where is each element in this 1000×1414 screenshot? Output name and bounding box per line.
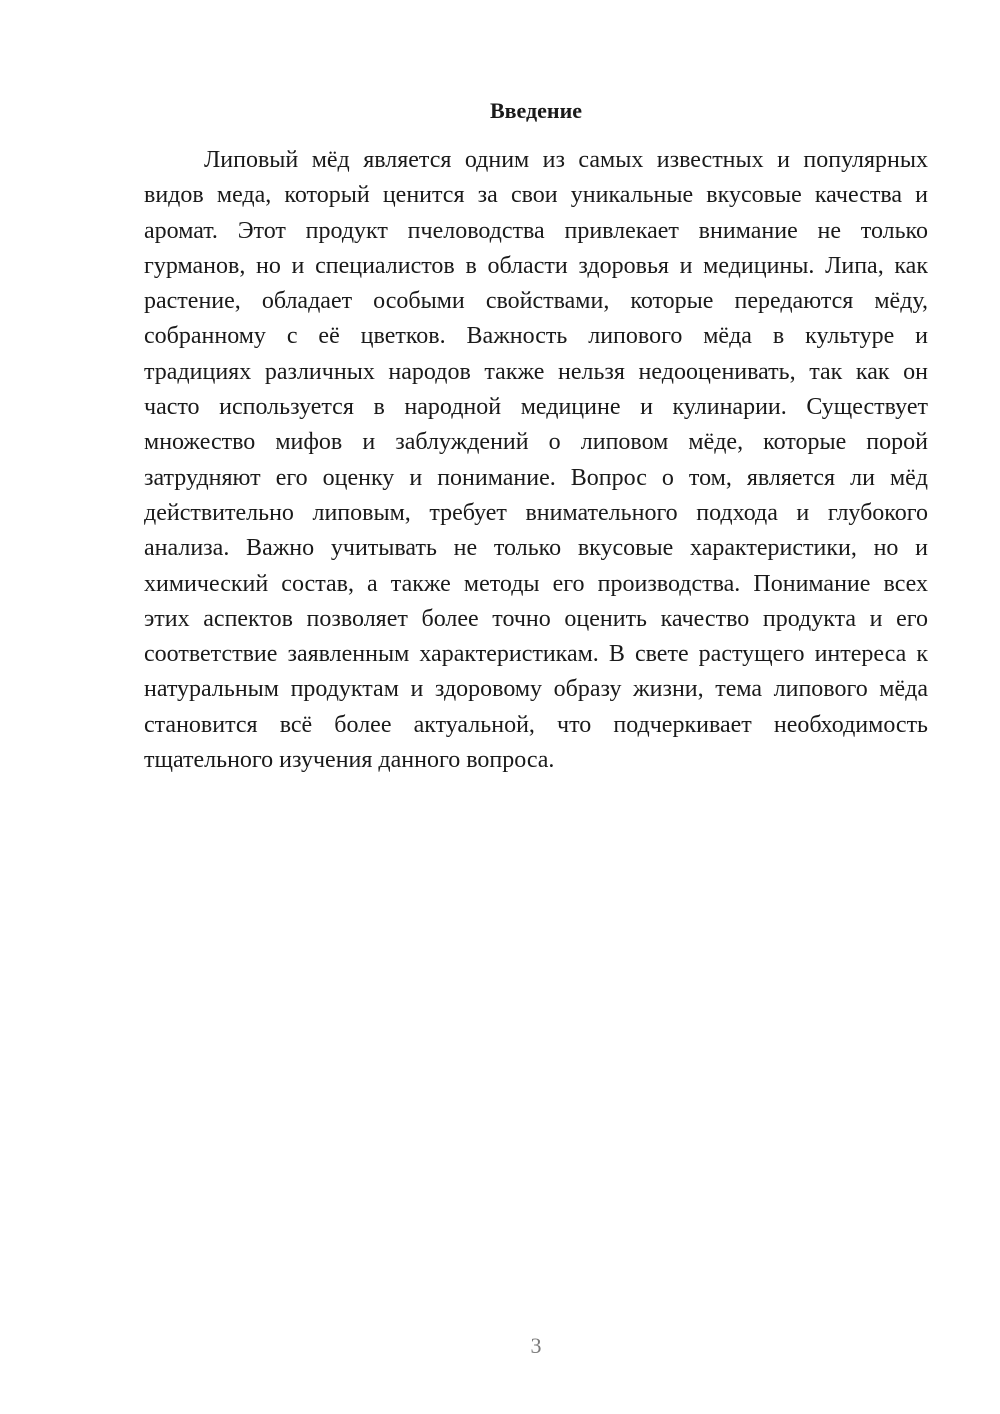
paragraph-line: традициях различных народов также нельзя недооценивать, так как он — [144, 358, 928, 385]
page-number: 3 — [530, 1333, 542, 1358]
paragraph-line: видов меда, который ценится за свои уникальные вкусовые качества и — [144, 182, 928, 209]
paragraph-line: растение, обладает особыми свойствами, которые передаются мёду, — [144, 288, 928, 315]
paragraph-line: множество мифов и заблуждений о липовом мёде, которые порой — [144, 429, 928, 456]
paragraph-line: этих аспектов позволяет более точно оценить качество продукта и его — [144, 605, 928, 632]
paragraph-line: затрудняют его оценку и понимание. Вопрос о том, является ли мёд — [144, 464, 928, 491]
paragraph-line: собранному с её цветков. Важность липового мёда в культуре и — [144, 323, 928, 350]
paragraph-line: соответствие заявленным характеристикам. В свете растущего интереса к — [144, 641, 928, 668]
paragraph-line: часто используется в народной медицине и кулинарии. Существует — [144, 394, 928, 421]
paragraph-line: химический состав, а также методы его производства. Понимание всех — [144, 570, 928, 597]
paragraph-line: Липовый мёд является одним из самых известных и популярных — [204, 147, 928, 173]
paragraph-line: тщательного изучения данного вопроса. — [144, 747, 555, 774]
body-paragraph — [144, 143, 928, 778]
paragraph-line: анализа. Важно учитывать не только вкусовые характеристики, но и — [144, 535, 928, 562]
paragraph-line: становится всё более актуальной, что подчеркивает необходимость — [144, 711, 928, 738]
paragraph-line: натуральным продуктам и здоровому образу жизни, тема липового мёда — [144, 676, 928, 703]
section-heading: Введение — [489, 98, 583, 123]
paragraph-line: аромат. Этот продукт пчеловодства привлекает внимание не только — [144, 217, 928, 244]
paragraph-line: действительно липовым, требует внимательного подхода и глубокого — [144, 499, 928, 526]
paragraph-line: гурманов, но и специалистов в области здоровья и медицины. Липа, как — [144, 252, 928, 279]
